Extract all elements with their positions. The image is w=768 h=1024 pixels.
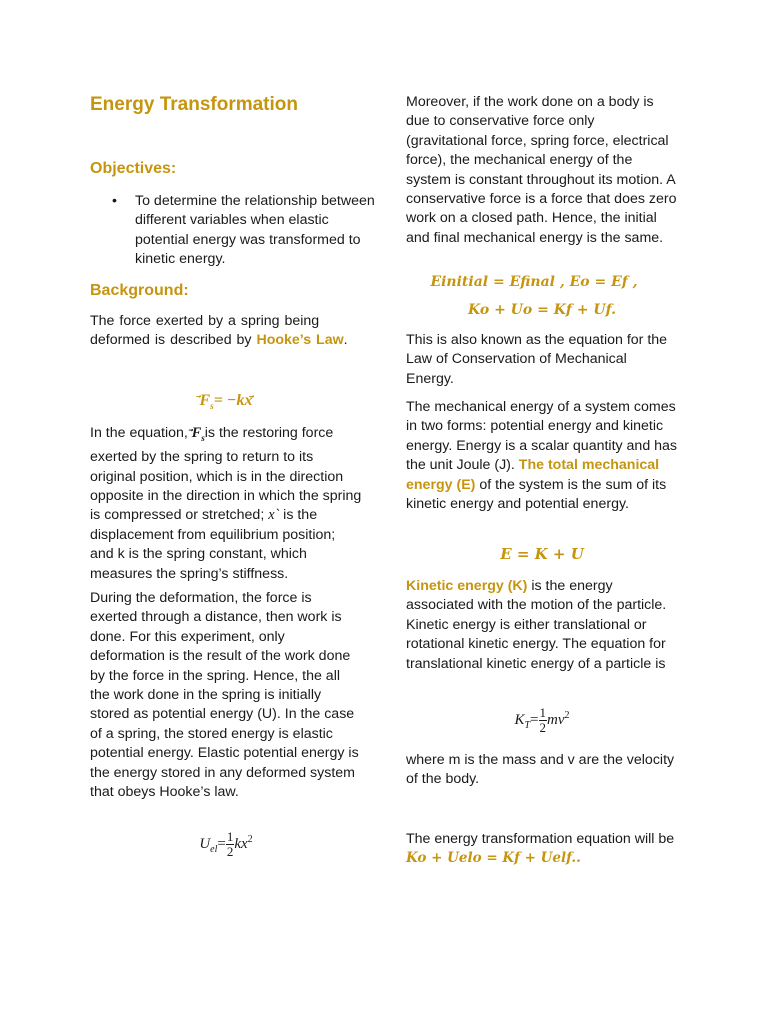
bullet-icon: • — [112, 193, 117, 209]
conservative-force-paragraph: Moreover, if the work done on a body is due to conservative force only (gravitational force, spring force, electrical force), the mechanical energy of the system is constant throughout its motion. A conservative force is a force that does zero work on a closed path. Hence, the initial and final mechanical energy is the same. — [406, 94, 677, 246]
explain-mid: is the restoring force exerted by the spring to return to its original position, which is in the direction opposite in the direction in which the spring is compressed or stretched; — [90, 425, 362, 524]
conservation-paragraph: This is also known as the equation for the Law of Conservation of Mechanical Energy. — [406, 332, 668, 387]
mech-text-before: The mechanical energy of a system comes in two forms: potential energy and kinetic energy. Energy is a scalar quantity and has the unit Joule (J). — [406, 399, 678, 474]
objectives-list — [90, 192, 380, 270]
hooke-explanation-paragraph — [90, 424, 362, 584]
deformation-paragraph: During the deformation, the force is exerted through a distance, then work is done. For this experiment, only deformation is the result of the work done by the force in the spring. Hence, the all the work done in the spring is initially stored as potential energy (U). In the case of a spring, the stored energy is elastic potential energy. Elastic potential energy is the energy stored in any deformed system that obeys Hooke’s law. — [90, 590, 359, 801]
x-symbol: x` — [268, 507, 280, 524]
background-heading: Background: — [90, 282, 189, 299]
force-symbol — [192, 425, 205, 441]
mechanical-energy-paragraph — [406, 398, 678, 514]
kinetic-eq-lhs: K — [514, 712, 525, 728]
energy-equation-line2: Ko + Uo = Kf + Uf. — [468, 302, 616, 318]
objectives-heading: Objectives: — [90, 160, 177, 177]
kinetic-eq-rhs: mv — [547, 712, 565, 728]
hooke-intro-text: The force exerted by a spring being deformed is described by — [90, 313, 320, 349]
fraction-numerator: 1 — [226, 829, 234, 845]
hooke-intro-paragraph — [90, 312, 365, 351]
kinetic-energy-equation — [406, 706, 678, 735]
kinetic-eq-sub: T — [524, 720, 531, 731]
force-symbol-sub: s — [201, 432, 205, 443]
transform-text: The energy transformation equation will be — [406, 831, 675, 847]
energy-equation-line1: Einitial = Efinal , Eo = Ef , — [430, 274, 638, 290]
elastic-eq-lhs: U — [199, 836, 211, 852]
mech-text-after: of the system is the sum of its kinetic energy and potential energy. — [406, 476, 667, 513]
hooke-eq-lhs: F — [199, 392, 211, 409]
where-paragraph: where m is the mass and v are the velocity of the body. — [406, 752, 675, 788]
explain-lead: In the equation, — [90, 425, 192, 441]
total-mech-energy-highlight: The total mechanical energy (E) — [406, 457, 660, 493]
kinetic-energy-paragraph — [406, 577, 678, 674]
fraction-half — [539, 706, 548, 735]
hooke-intro-period: . — [343, 332, 348, 349]
objective-text: To determine the relationship between different variables when elastic potential energy was transformed to kinetic energy. — [135, 193, 375, 268]
hooke-eq-rhs: = −kx — [213, 392, 253, 409]
fraction-denominator: 2 — [226, 844, 234, 860]
transformation-paragraph — [406, 830, 678, 869]
kinetic-energy-highlight: Kinetic energy (K) — [406, 578, 528, 594]
page-title: Energy Transformation — [90, 94, 298, 115]
total-energy-equation: E = K + U — [500, 545, 584, 563]
elastic-eq-exp: 2 — [247, 834, 253, 845]
elastic-eq-rhs: kx — [234, 836, 248, 852]
list-item — [90, 192, 380, 270]
kinetic-eq-equals: = — [530, 712, 539, 728]
transformation-equation: Ko + Uelo = Kf + Uelf.. — [406, 850, 581, 867]
elastic-energy-equation — [90, 830, 362, 859]
explain-end: is the displacement from equilibrium position; and k is the spring constant, which measures the spring’s stiffness. — [90, 507, 336, 582]
hookes-law-highlight: Hooke’s Law — [256, 332, 344, 349]
elastic-eq-sub: el — [210, 844, 218, 855]
kinetic-text: is the energy associated with the motion of the particle. Kinetic energy is either translational or rotational kinetic energy. The equation for translational kinetic energy of a particle is — [406, 578, 667, 672]
fraction-numerator: 1 — [539, 705, 547, 721]
hooke-equation — [90, 391, 362, 417]
hooke-eq-sub: s — [210, 401, 214, 412]
elastic-eq-equals: = — [217, 836, 226, 852]
fraction-denominator: 2 — [539, 720, 547, 736]
kinetic-eq-exp: 2 — [564, 710, 570, 721]
force-symbol-letter: F — [191, 425, 202, 441]
